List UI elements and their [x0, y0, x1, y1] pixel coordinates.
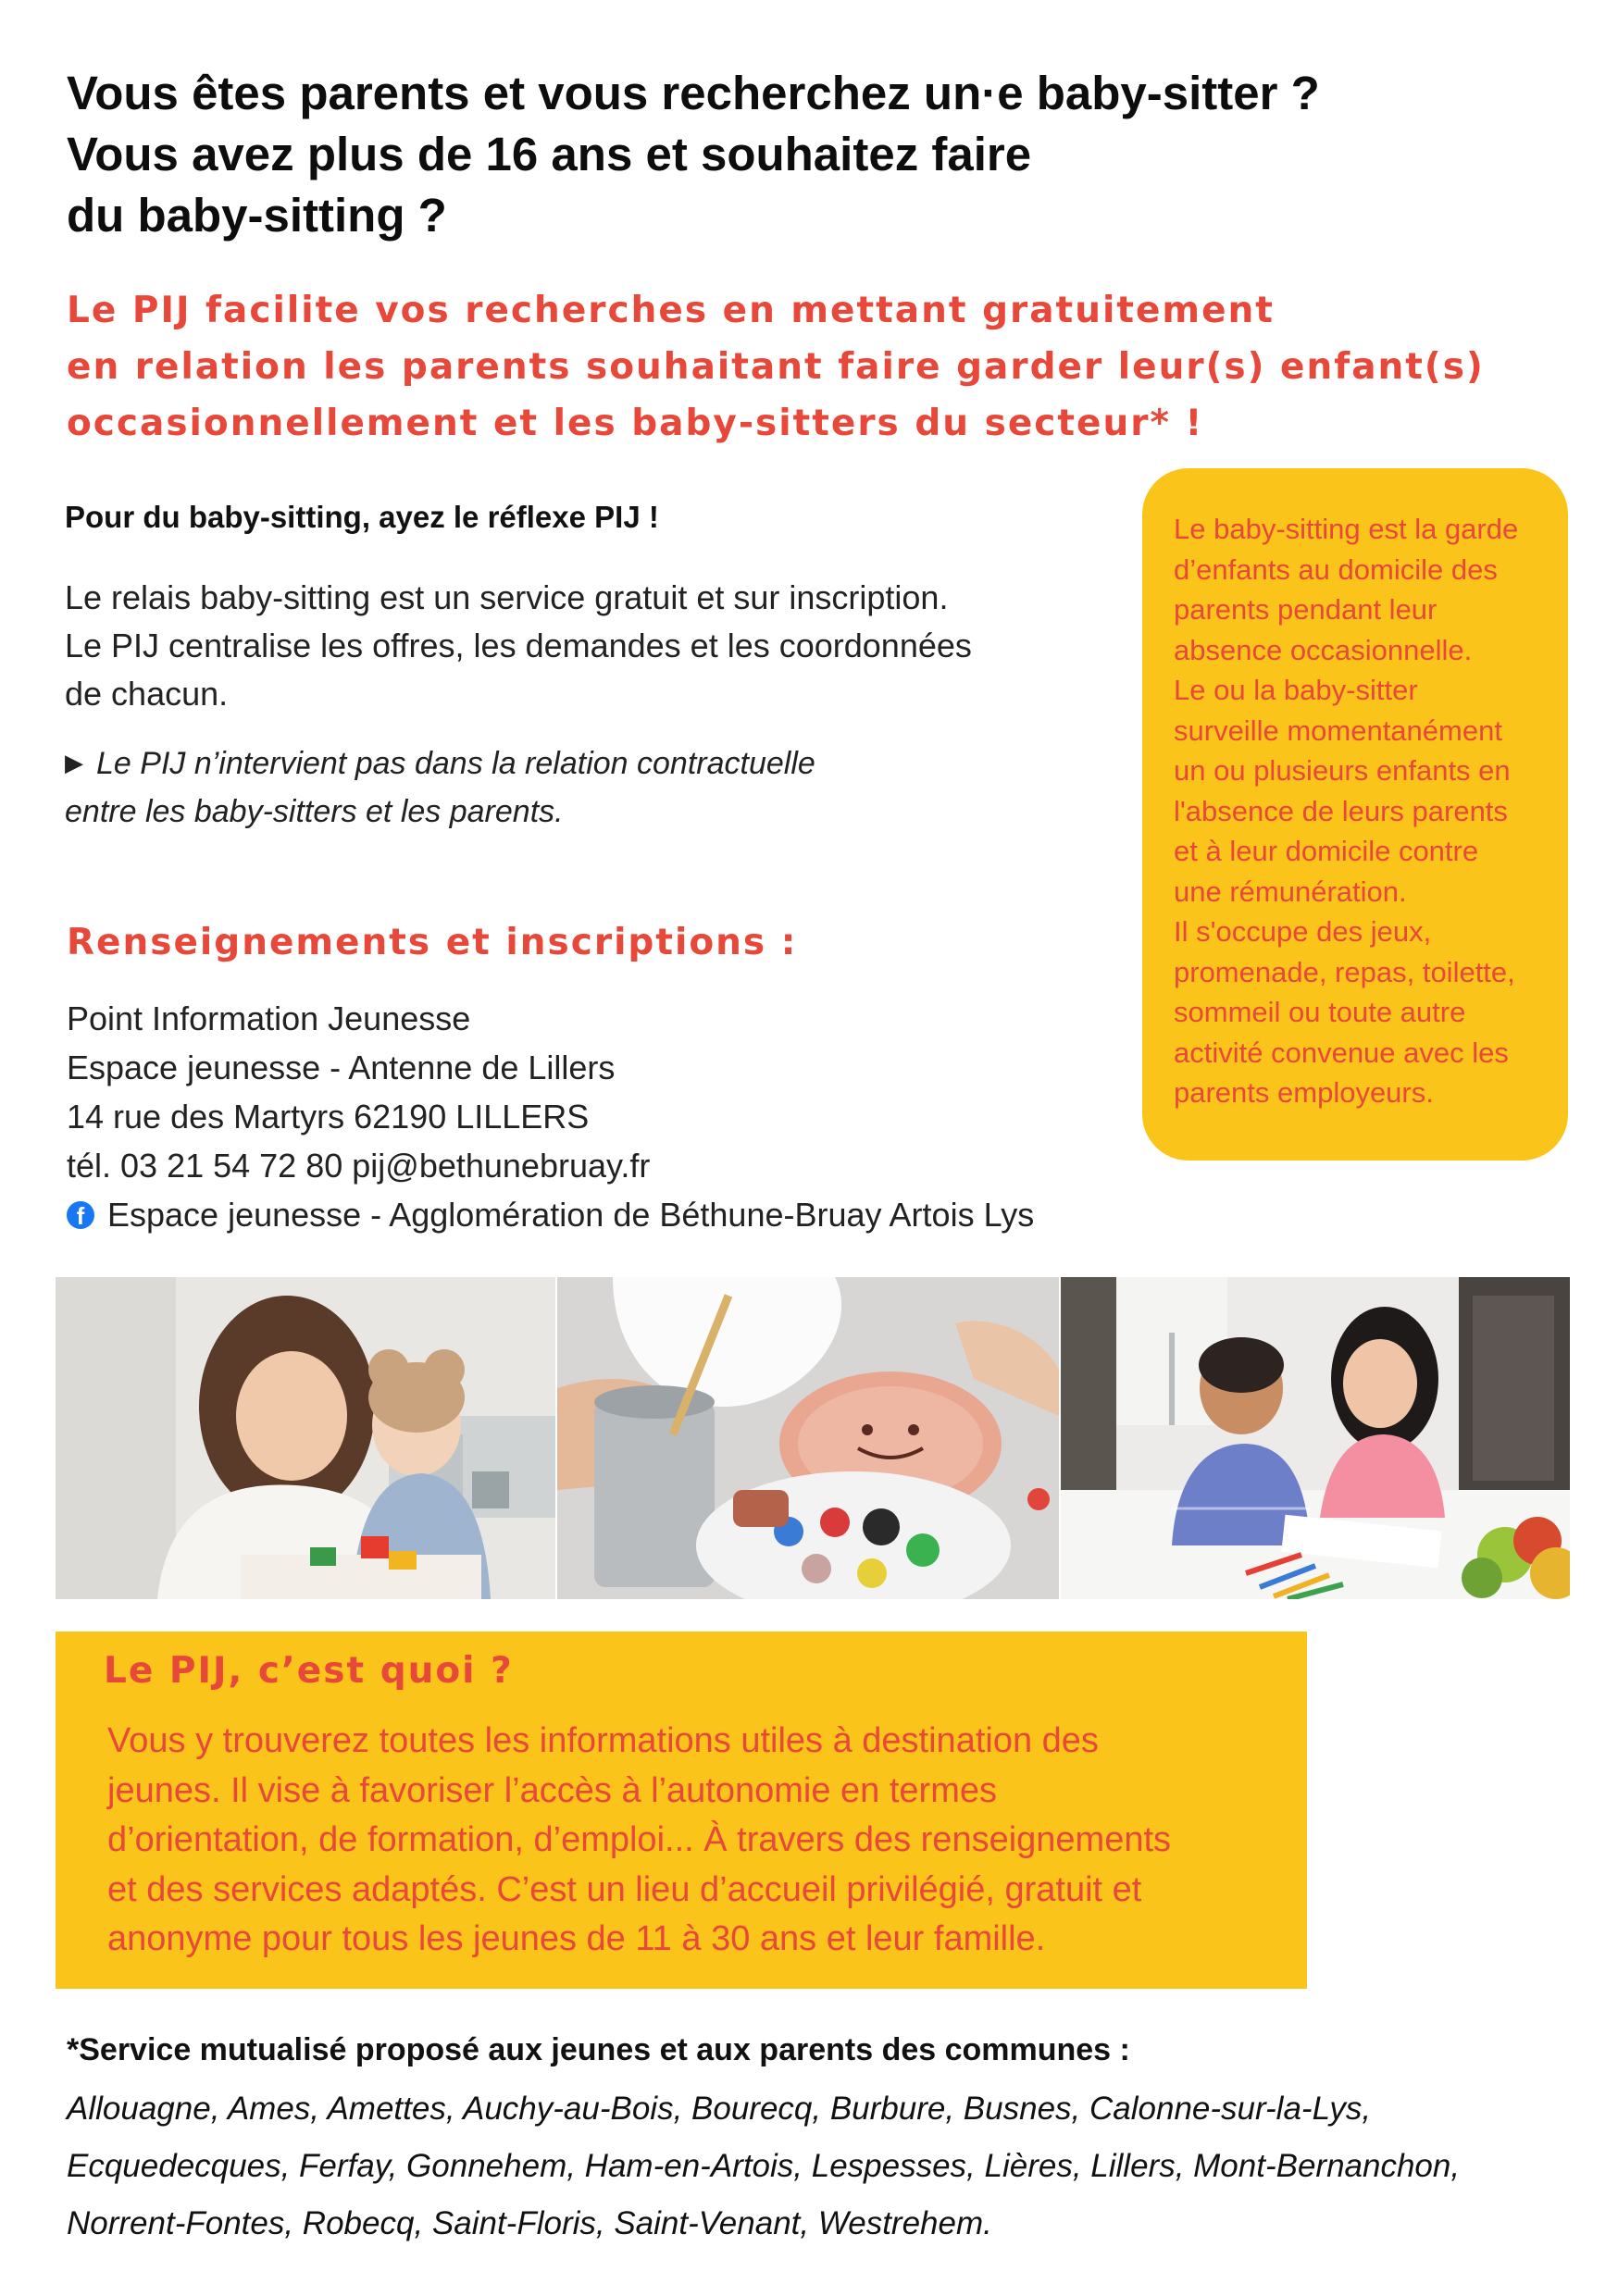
main-headline: [67, 63, 1511, 246]
communes-line: Norrent-Fontes, Robecq, Saint-Floris, Saint-Venant, Westrehem.: [67, 2205, 992, 2241]
definition-line: d’enfants au domicile des: [1174, 552, 1498, 586]
service-description: [65, 574, 1129, 718]
headline-line: Vous êtes parents et vous recherchez un·e baby-sitter ?: [67, 67, 1320, 119]
pij-title: Le PIJ, c’est quoi ?: [104, 1650, 514, 1692]
note-line: Le PIJ n’intervient pas dans la relation contractuelle: [96, 746, 815, 781]
definition-line: et à leur domicile contre: [1174, 835, 1479, 867]
contact-phone-email[interactable]: tél. 03 21 54 72 80 pij@bethunebruay.fr: [67, 1147, 651, 1185]
facebook-icon: f: [67, 1201, 94, 1229]
definition-line: une rémunération.: [1174, 875, 1407, 908]
body-line: Le relais baby-sitting est un service gratuit et sur inscription.: [65, 578, 949, 616]
pij-line: et des services adaptés. C’est un lieu d’accueil privilégié, gratuit et: [107, 1869, 1142, 1909]
communes-list: [67, 2080, 1460, 2253]
definition-box: [1142, 468, 1568, 1160]
communes-line: Ecquedecques, Ferfay, Gonnehem, Ham-en-Artois, Lespesses, Lières, Lillers, Mont-Bernanchon,: [67, 2148, 1461, 2184]
pij-line: jeunes. Il vise à favoriser l’accès à l’autonomie en termes: [107, 1770, 998, 1810]
subhead-line: occasionnellement et les baby-sitters du secteur* !: [67, 403, 1204, 444]
definition-line: activité convenue avec les: [1174, 1036, 1509, 1069]
communes-line: Allouagne, Ames, Amettes, Auchy-au-Bois, Bourecq, Burbure, Busnes, Calonne-sur-la-Lys,: [67, 2091, 1372, 2127]
pij-line: d’orientation, de formation, d’emploi... À travers des renseignements: [107, 1820, 1172, 1859]
reflexe-heading: Pour du baby-sitting, ayez le réflexe PIJ !: [65, 500, 659, 534]
definition-line: Le baby-sitting est la garde: [1174, 513, 1519, 545]
pij-line: Vous y trouverez toutes les informations utiles à destination des: [107, 1721, 1099, 1760]
definition-line: parents pendant leur: [1174, 593, 1438, 626]
photo-painting-activity: [557, 1277, 1059, 1599]
definition-line: l'absence de leurs parents: [1174, 794, 1508, 827]
subhead-line: Le PIJ facilite vos recherches en mettant gratuitement: [67, 290, 1275, 331]
triangle-bullet-icon: ▶: [65, 749, 83, 776]
definition-line: promenade, repas, toilette,: [1174, 955, 1515, 988]
contract-note: [65, 740, 1129, 835]
footnote-heading: *Service mutualisé proposé aux jeunes et aux parents des communes :: [67, 2032, 1130, 2067]
contact-line: Espace jeunesse - Antenne de Lillers: [67, 1049, 616, 1086]
definition-line: absence occasionnelle.: [1174, 633, 1473, 666]
pij-line: anonyme pour tous les jeunes de 11 à 30 ans et leur famille.: [107, 1919, 1046, 1958]
body-line: Le PIJ centralise les offres, les demandes et les coordonnées: [65, 627, 972, 664]
definition-line: surveille momentanément: [1174, 714, 1502, 747]
definition-line: parents employeurs.: [1174, 1076, 1434, 1109]
contact-heading: Renseignements et inscriptions :: [67, 922, 798, 963]
photo-children-drawing: [1061, 1277, 1570, 1599]
facebook-label: Espace jeunesse - Agglomération de Béthune-Bruay Artois Lys: [107, 1196, 1035, 1234]
definition-line: sommeil ou toute autre: [1174, 996, 1466, 1028]
headline-line: Vous avez plus de 16 ans et souhaitez faire: [67, 128, 1032, 180]
headline-line: du baby-sitting ?: [67, 189, 447, 242]
contact-line: Point Information Jeunesse: [67, 999, 471, 1037]
photo-mother-child-toys: [56, 1277, 555, 1599]
contact-address: 14 rue des Martyrs 62190 LILLERS: [67, 1098, 590, 1136]
facebook-link[interactable]: [67, 1190, 1034, 1239]
definition-line: Il s'occupe des jeux,: [1174, 915, 1432, 948]
note-line: entre les baby-sitters et les parents.: [65, 794, 564, 829]
intro-subheading: [67, 282, 1566, 452]
definition-line: Le ou la baby-sitter: [1174, 674, 1418, 706]
subhead-line: en relation les parents souhaitant faire garder leur(s) enfant(s): [67, 346, 1485, 388]
pij-info-box: [56, 1632, 1307, 1989]
contact-block: [67, 994, 1034, 1239]
pij-description: [107, 1717, 1171, 1965]
definition-line: un ou plusieurs enfants en: [1174, 754, 1511, 787]
photo-strip: [56, 1277, 1570, 1599]
body-line: de chacun.: [65, 675, 229, 713]
